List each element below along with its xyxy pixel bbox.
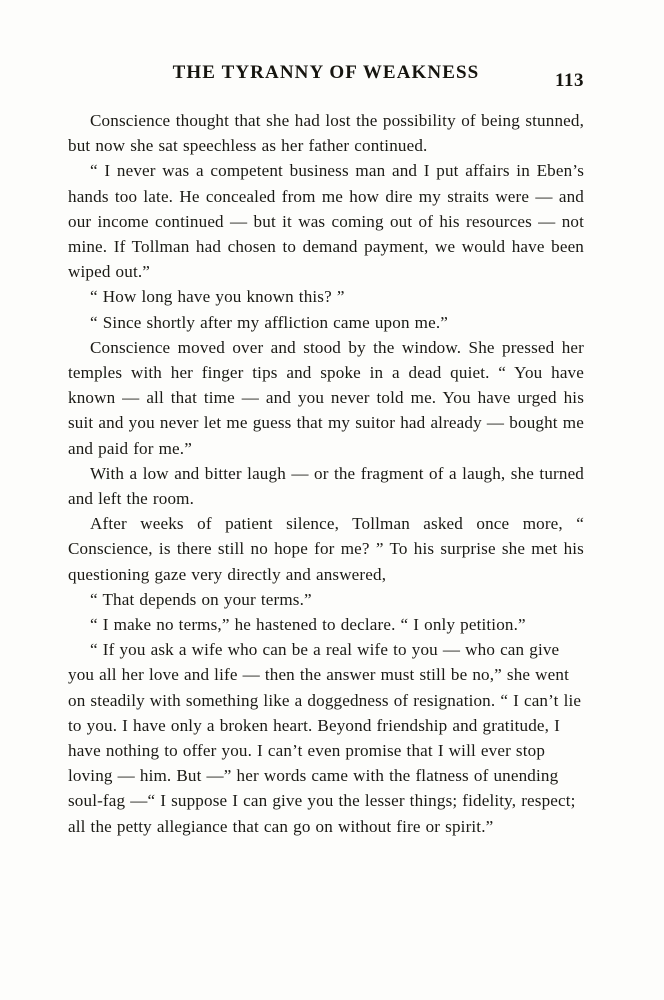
running-head [68, 62, 584, 92]
paragraph: “ That depends on your terms.” [90, 589, 312, 609]
paragraph: With a low and bitter laugh — or the fragment of a laugh, she turned and left the room. [68, 463, 584, 509]
body-text [68, 108, 584, 839]
page-content [68, 62, 584, 839]
paragraph: “ How long have you known this? ” [90, 287, 345, 307]
paragraph: “ I never was a competent business man and I put affairs in Eben’s hands too late. He concealed from me how dire my straits were — and our income continued — but it was coming out of his resources — not mine. If Tollman had chosen to demand payment, we would have been wiped out.” [68, 161, 584, 282]
paragraph: Conscience thought that she had lost the possibility of being stunned, but now she sat speechless as her father continued. [68, 111, 584, 156]
paragraph: After weeks of patient silence, Tollman asked once more, “ Conscience, is there still no hope for me? ” To his surprise she met his questioning gaze very directly and answered, [68, 514, 584, 584]
paragraph: Conscience moved over and stood by the window. She pressed her temples with her finger tips and spoke in a dead quiet. “ You have known — all that time — and you never told me. You have urged his suit and you never let me guess that my suitor had already — bought me and paid for me.” [68, 337, 584, 458]
chapter-title: THE TYRANNY OF WEAKNESS [172, 62, 480, 83]
paragraph: “ I make no terms,” he hastened to declare. “ I only petition.” [90, 615, 526, 635]
paragraph: “ Since shortly after my affliction came upon me.” [90, 312, 449, 332]
paragraph: “ If you ask a wife who can be a real wife to you — who can give you all her love and life — then the answer must still be no,” she went on steadily with something like a doggedness of resignation. “ I can’t lie to you. I have only a broken heart. Beyond friendship and gratitude, I have nothing to offer you. I can’t even promise that I will ever stop loving — him. But —” her words came with the flatness of unending soul-fag —“ I suppose I can give you the lesser things; fidelity, respect; all the petty allegiance that can go on without fire or spirit.” [68, 640, 582, 836]
page-number: 113 [555, 70, 584, 91]
